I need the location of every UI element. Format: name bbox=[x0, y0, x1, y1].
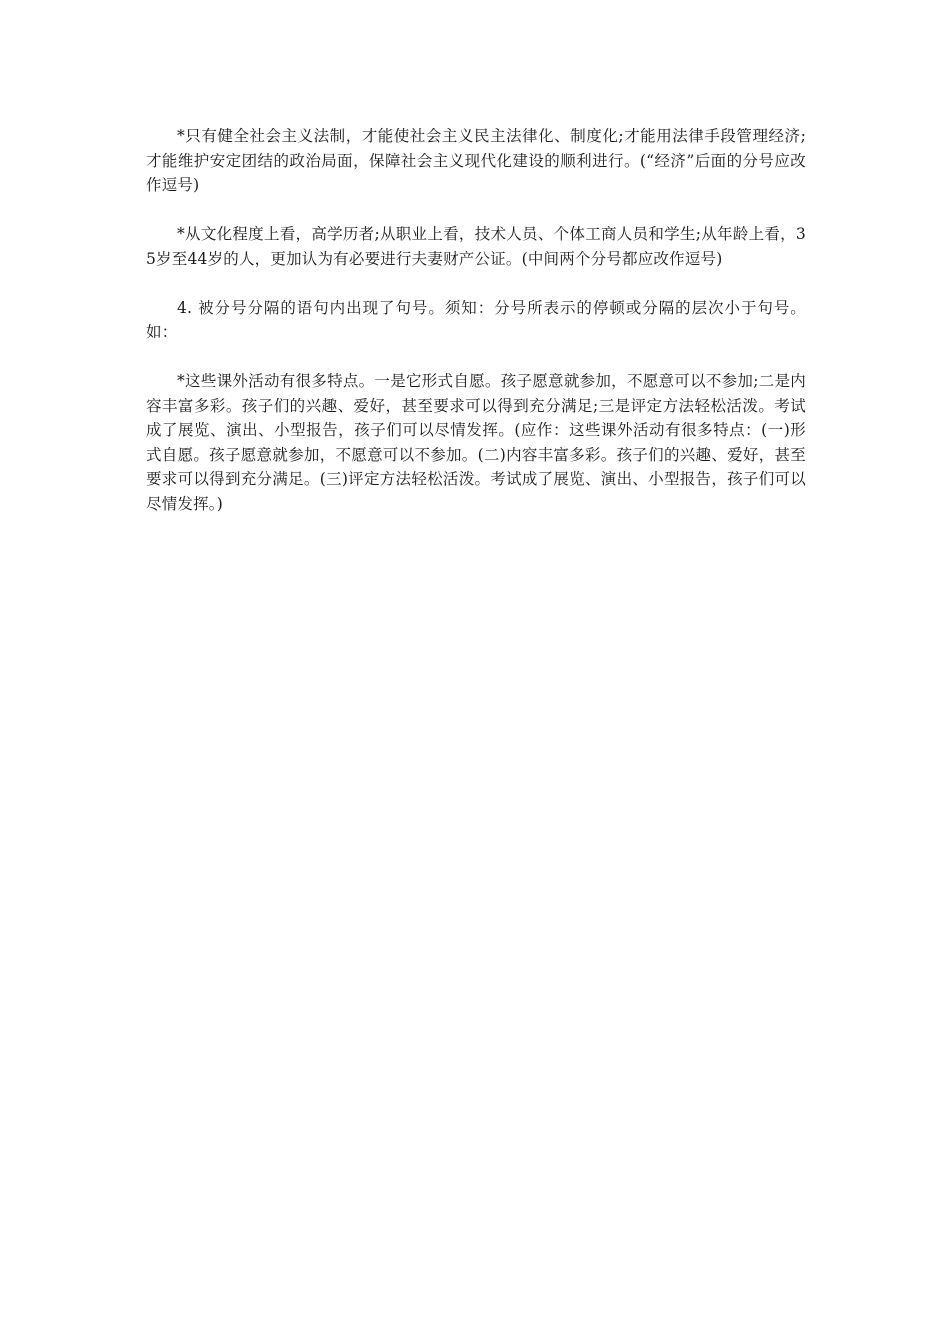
paragraph-rule-4: 4. 被分号分隔的语句内出现了句号。须知：分号所表示的停顿或分隔的层次小于句号。如： bbox=[146, 298, 806, 341]
document-body bbox=[146, 124, 806, 541]
paragraph-property-notary-example: *从文化程度上看，高学历者;从职业上看，技术人员、个体工商人员和学生;从年龄上看，35岁至44岁的人，更加认为有必要进行夫妻财产公证。(中间两个分号都应改作逗号) bbox=[146, 225, 806, 268]
paragraph-legal-system-example: *只有健全社会主义法制，才能使社会主义民主法律化、制度化;才能用法律手段管理经济;才能维护安定团结的政治局面，保障社会主义现代化建设的顺利进行。(“经济”后面的分号应改作逗号) bbox=[146, 127, 806, 194]
paragraph-extracurricular-example: *这些课外活动有很多特点。一是它形式自愿。孩子愿意就参加，不愿意可以不参加;二是内容丰富多彩。孩子们的兴趣、爱好，甚至要求可以得到充分满足;三是评定方法轻松活泼。考试成了展览、演出、小型报告，孩子们可以尽情发挥。(应作：这些课外活动有很多特点：(一)形式自愿。孩子愿意就参加，不愿意可以不参加。(二)内容丰富多彩。孩子们的兴趣、爱好，甚至要求可以得到充分满足。(三)评定方法轻松活泼。考试成了展览、演出、小型报告，孩子们可以尽情发挥。) bbox=[146, 372, 806, 513]
